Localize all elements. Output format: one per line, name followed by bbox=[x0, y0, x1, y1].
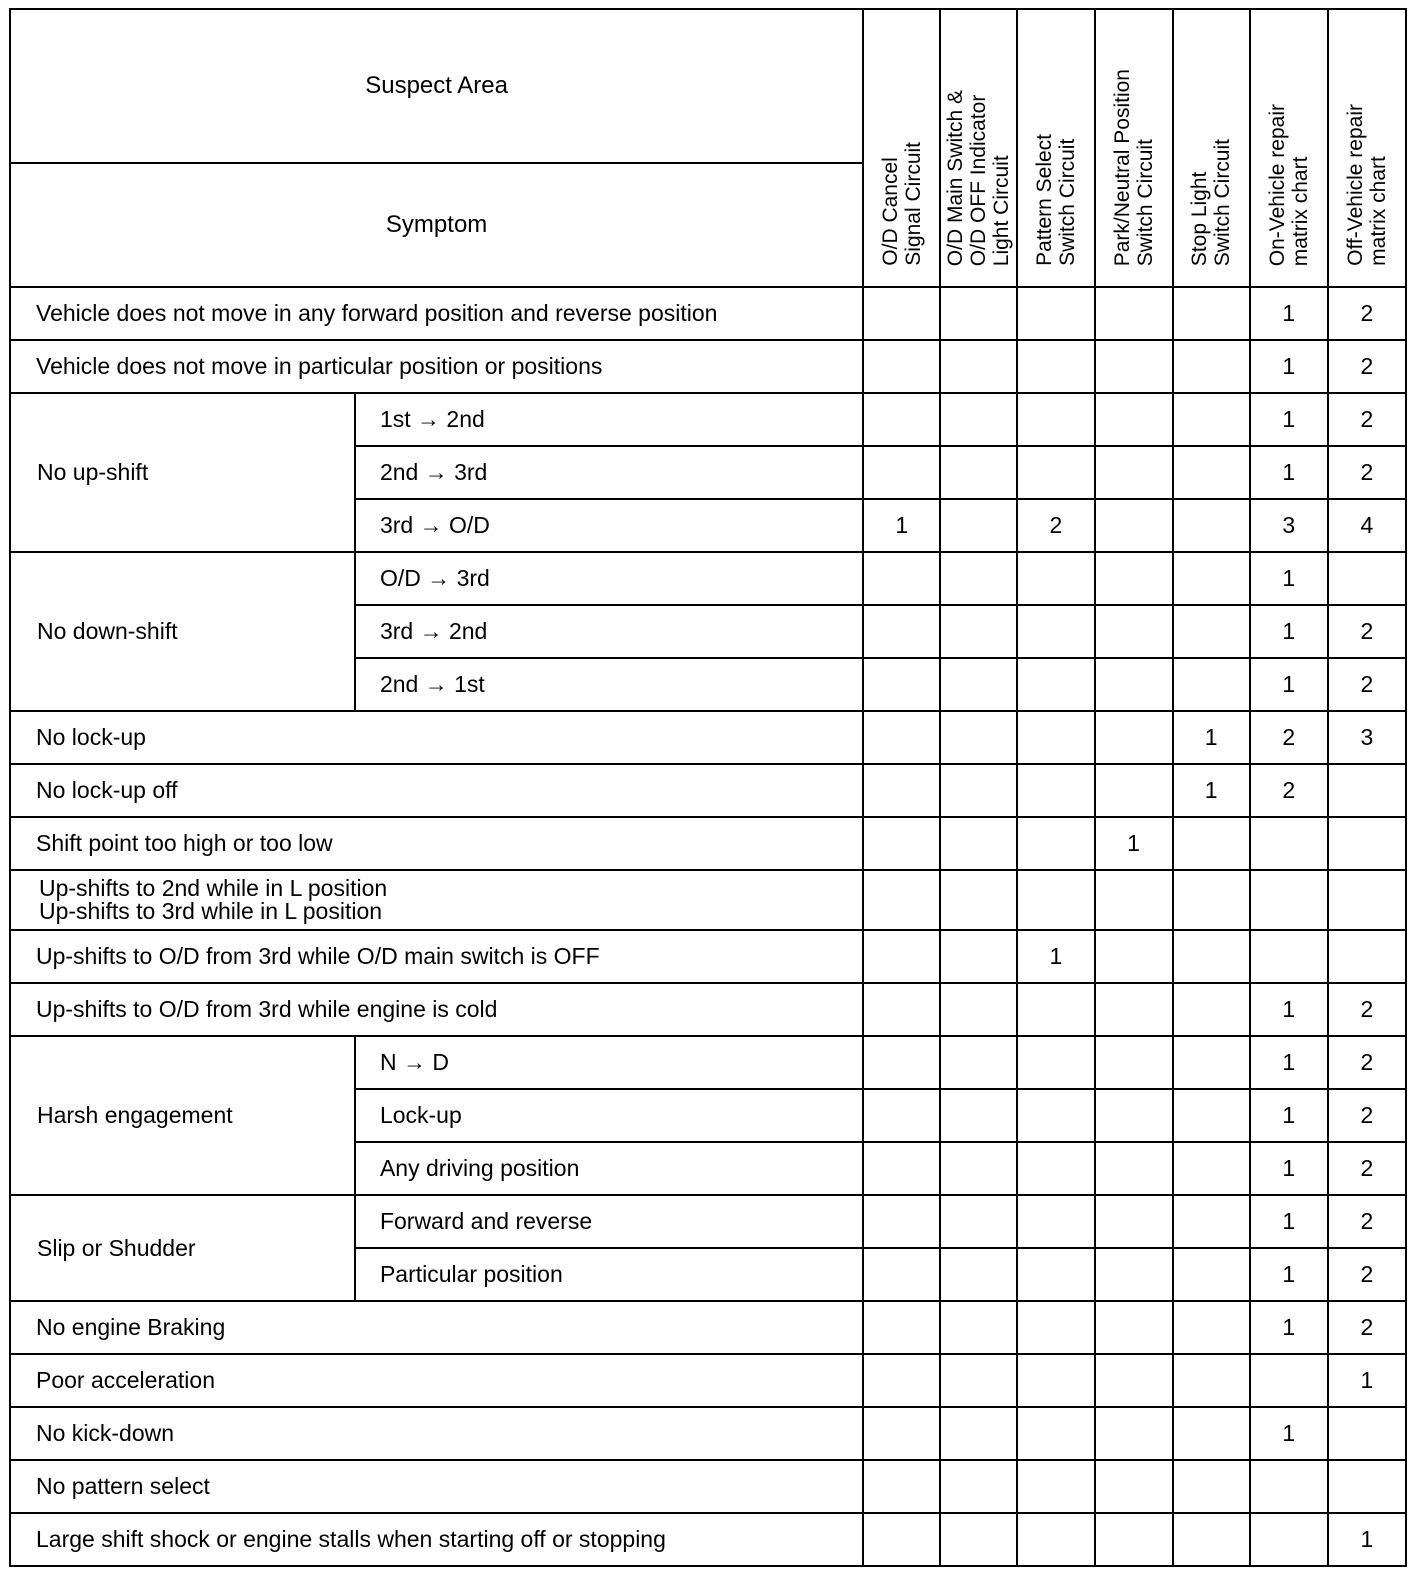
priority-cell: 1 bbox=[1250, 658, 1328, 711]
priority-cell: 2 bbox=[1328, 340, 1406, 393]
priority-cell bbox=[1173, 287, 1250, 340]
priority-cell bbox=[1095, 930, 1173, 983]
priority-cell: 1 bbox=[1250, 1089, 1328, 1142]
priority-cell bbox=[1173, 1036, 1250, 1089]
priority-cell bbox=[1017, 552, 1094, 605]
priority-cell: 2 bbox=[1250, 711, 1328, 764]
column-header-off-vehicle: Off-Vehicle repair matrix chart bbox=[1328, 9, 1406, 287]
priority-cell: 2 bbox=[1328, 1089, 1406, 1142]
symptom-label: Up-shifts to O/D from 3rd while engine is cold bbox=[10, 983, 863, 1036]
priority-cell bbox=[863, 983, 940, 1036]
priority-cell bbox=[1095, 1513, 1173, 1566]
symptom-sub-label: Lock-up bbox=[355, 1089, 863, 1142]
symptom-label: Up-shifts to 2nd while in L position Up-shifts to 3rd while in L position bbox=[10, 870, 863, 930]
priority-cell bbox=[1095, 1195, 1173, 1248]
priority-cell: 1 bbox=[1250, 552, 1328, 605]
priority-cell bbox=[940, 499, 1017, 552]
priority-cell bbox=[940, 1513, 1017, 1566]
priority-cell bbox=[1173, 1407, 1250, 1460]
priority-cell bbox=[1250, 1354, 1328, 1407]
priority-cell: 4 bbox=[1328, 499, 1406, 552]
priority-cell bbox=[863, 1354, 940, 1407]
column-header-stop-light: Stop Light Switch Circuit bbox=[1173, 9, 1250, 287]
priority-cell: 1 bbox=[1250, 1407, 1328, 1460]
priority-cell bbox=[863, 393, 940, 446]
priority-cell: 1 bbox=[1328, 1513, 1406, 1566]
table-row bbox=[10, 393, 1406, 446]
priority-cell bbox=[1173, 930, 1250, 983]
symptom-label: No lock-up bbox=[10, 711, 863, 764]
priority-cell bbox=[1328, 930, 1406, 983]
symptom-label: No engine Braking bbox=[10, 1301, 863, 1354]
priority-cell bbox=[1095, 393, 1173, 446]
priority-cell bbox=[1173, 340, 1250, 393]
priority-cell bbox=[1173, 1513, 1250, 1566]
matrix-body bbox=[10, 287, 1406, 1566]
table-row bbox=[10, 1354, 1406, 1407]
symptom-sub-label: Any driving position bbox=[355, 1142, 863, 1195]
priority-cell bbox=[1095, 552, 1173, 605]
table-row bbox=[10, 287, 1406, 340]
priority-cell bbox=[1250, 1513, 1328, 1566]
symptom-group-label: Slip or Shudder bbox=[10, 1195, 355, 1301]
priority-cell: 2 bbox=[1250, 764, 1328, 817]
priority-cell bbox=[1173, 817, 1250, 870]
table-row bbox=[10, 711, 1406, 764]
priority-cell: 1 bbox=[1250, 446, 1328, 499]
priority-cell bbox=[1095, 1354, 1173, 1407]
symptom-sub-label: O/D → 3rd bbox=[355, 552, 863, 605]
priority-cell bbox=[1328, 552, 1406, 605]
priority-cell bbox=[1095, 287, 1173, 340]
priority-cell bbox=[1017, 1142, 1094, 1195]
priority-cell: 1 bbox=[1250, 1248, 1328, 1301]
priority-cell: 2 bbox=[1328, 1248, 1406, 1301]
priority-cell bbox=[863, 1407, 940, 1460]
priority-cell bbox=[1095, 1036, 1173, 1089]
priority-cell: 2 bbox=[1328, 393, 1406, 446]
priority-cell bbox=[940, 983, 1017, 1036]
priority-cell: 1 bbox=[1250, 983, 1328, 1036]
symptom-label: No lock-up off bbox=[10, 764, 863, 817]
table-row bbox=[10, 1195, 1406, 1248]
symptom-label: Vehicle does not move in any forward position and reverse position bbox=[10, 287, 863, 340]
priority-cell bbox=[1017, 1089, 1094, 1142]
priority-cell bbox=[1173, 1089, 1250, 1142]
priority-cell bbox=[940, 764, 1017, 817]
priority-cell bbox=[1173, 393, 1250, 446]
symptom-matrix-table bbox=[9, 8, 1407, 1567]
priority-cell bbox=[1095, 764, 1173, 817]
symptom-label: No kick-down bbox=[10, 1407, 863, 1460]
priority-cell bbox=[1328, 817, 1406, 870]
priority-cell bbox=[940, 1142, 1017, 1195]
table-row bbox=[10, 817, 1406, 870]
symptom-group-label: No up-shift bbox=[10, 393, 355, 552]
priority-cell bbox=[1017, 983, 1094, 1036]
priority-cell: 1 bbox=[1250, 1195, 1328, 1248]
priority-cell bbox=[1017, 605, 1094, 658]
priority-cell bbox=[940, 870, 1017, 930]
priority-cell: 3 bbox=[1250, 499, 1328, 552]
priority-cell bbox=[863, 764, 940, 817]
priority-cell bbox=[940, 340, 1017, 393]
priority-cell: 2 bbox=[1328, 1036, 1406, 1089]
priority-cell bbox=[1095, 446, 1173, 499]
priority-cell bbox=[1173, 446, 1250, 499]
priority-cell bbox=[1095, 658, 1173, 711]
priority-cell: 1 bbox=[1017, 930, 1094, 983]
symptom-sub-label: 1st → 2nd bbox=[355, 393, 863, 446]
priority-cell bbox=[1017, 870, 1094, 930]
priority-cell bbox=[863, 1460, 940, 1513]
priority-cell bbox=[940, 393, 1017, 446]
priority-cell: 1 bbox=[1250, 1142, 1328, 1195]
priority-cell: 2 bbox=[1328, 287, 1406, 340]
column-header-od-main-switch: O/D Main Switch & O/D OFF Indicator Light Circuit bbox=[940, 9, 1017, 287]
priority-cell bbox=[1017, 1195, 1094, 1248]
priority-cell bbox=[1017, 1354, 1094, 1407]
priority-cell bbox=[1017, 658, 1094, 711]
suspect-area-heading: Suspect Area bbox=[10, 9, 863, 163]
priority-cell bbox=[1017, 340, 1094, 393]
priority-cell bbox=[863, 1036, 940, 1089]
column-header-pattern-select: Pattern Select Switch Circuit bbox=[1017, 9, 1094, 287]
priority-cell bbox=[1250, 930, 1328, 983]
priority-cell bbox=[1173, 1142, 1250, 1195]
priority-cell bbox=[1095, 1407, 1173, 1460]
priority-cell bbox=[1095, 605, 1173, 658]
priority-cell bbox=[863, 552, 940, 605]
symptom-label: Large shift shock or engine stalls when starting off or stopping bbox=[10, 1513, 863, 1566]
priority-cell bbox=[1173, 499, 1250, 552]
priority-cell bbox=[1017, 393, 1094, 446]
priority-cell bbox=[1095, 1460, 1173, 1513]
priority-cell: 1 bbox=[1095, 817, 1173, 870]
symptom-sub-label: 2nd → 1st bbox=[355, 658, 863, 711]
priority-cell: 2 bbox=[1328, 446, 1406, 499]
priority-cell: 2 bbox=[1328, 1142, 1406, 1195]
priority-cell bbox=[1095, 1142, 1173, 1195]
priority-cell bbox=[863, 870, 940, 930]
priority-cell bbox=[940, 711, 1017, 764]
priority-cell: 1 bbox=[863, 499, 940, 552]
priority-cell: 1 bbox=[1173, 764, 1250, 817]
column-header-on-vehicle: On-Vehicle repair matrix chart bbox=[1250, 9, 1328, 287]
priority-cell bbox=[1328, 764, 1406, 817]
priority-cell bbox=[940, 658, 1017, 711]
priority-cell bbox=[1017, 1036, 1094, 1089]
priority-cell bbox=[863, 446, 940, 499]
priority-cell bbox=[1017, 446, 1094, 499]
table-row bbox=[10, 1407, 1406, 1460]
priority-cell bbox=[940, 1460, 1017, 1513]
priority-cell bbox=[863, 817, 940, 870]
priority-cell bbox=[1017, 1460, 1094, 1513]
priority-cell bbox=[863, 605, 940, 658]
priority-cell bbox=[940, 446, 1017, 499]
priority-cell bbox=[863, 1089, 940, 1142]
priority-cell bbox=[940, 1248, 1017, 1301]
symptom-sub-label: 3rd → 2nd bbox=[355, 605, 863, 658]
table-row bbox=[10, 1513, 1406, 1566]
priority-cell bbox=[1173, 605, 1250, 658]
symptom-label: Vehicle does not move in particular position or positions bbox=[10, 340, 863, 393]
priority-cell bbox=[940, 1407, 1017, 1460]
table-row bbox=[10, 1301, 1406, 1354]
symptom-sub-label: 3rd → O/D bbox=[355, 499, 863, 552]
priority-cell bbox=[1095, 870, 1173, 930]
priority-cell: 2 bbox=[1328, 658, 1406, 711]
symptom-group-label: Harsh engagement bbox=[10, 1036, 355, 1195]
table-row bbox=[10, 930, 1406, 983]
priority-cell bbox=[1173, 1460, 1250, 1513]
priority-cell bbox=[940, 1195, 1017, 1248]
priority-cell: 1 bbox=[1173, 711, 1250, 764]
priority-cell bbox=[940, 1301, 1017, 1354]
priority-cell: 1 bbox=[1250, 605, 1328, 658]
priority-cell bbox=[1173, 870, 1250, 930]
priority-cell bbox=[940, 817, 1017, 870]
priority-cell bbox=[940, 552, 1017, 605]
priority-cell bbox=[940, 287, 1017, 340]
priority-cell bbox=[1173, 658, 1250, 711]
table-row bbox=[10, 340, 1406, 393]
priority-cell bbox=[1095, 983, 1173, 1036]
symptom-label: Up-shifts to O/D from 3rd while O/D main switch is OFF bbox=[10, 930, 863, 983]
priority-cell bbox=[1250, 870, 1328, 930]
priority-cell: 2 bbox=[1328, 605, 1406, 658]
priority-cell bbox=[1095, 499, 1173, 552]
priority-cell bbox=[1095, 711, 1173, 764]
priority-cell bbox=[1328, 870, 1406, 930]
priority-cell: 2 bbox=[1328, 983, 1406, 1036]
symptom-sub-label: Particular position bbox=[355, 1248, 863, 1301]
priority-cell: 2 bbox=[1328, 1195, 1406, 1248]
symptom-sub-label: 2nd → 3rd bbox=[355, 446, 863, 499]
priority-cell bbox=[1173, 1354, 1250, 1407]
priority-cell bbox=[863, 1195, 940, 1248]
priority-cell bbox=[1017, 287, 1094, 340]
priority-cell bbox=[1017, 711, 1094, 764]
priority-cell bbox=[1095, 1301, 1173, 1354]
priority-cell bbox=[863, 711, 940, 764]
priority-cell: 2 bbox=[1017, 499, 1094, 552]
symptom-group-label: No down-shift bbox=[10, 552, 355, 711]
table-row bbox=[10, 764, 1406, 817]
priority-cell: 1 bbox=[1250, 1301, 1328, 1354]
priority-cell bbox=[863, 1513, 940, 1566]
symptom-heading: Symptom bbox=[10, 163, 863, 287]
priority-cell bbox=[863, 1142, 940, 1195]
column-header-od-cancel: O/D Cancel Signal Circuit bbox=[863, 9, 940, 287]
priority-cell bbox=[1328, 1407, 1406, 1460]
priority-cell bbox=[940, 1036, 1017, 1089]
priority-cell bbox=[1017, 1248, 1094, 1301]
symptom-sub-label: N → D bbox=[355, 1036, 863, 1089]
symptom-sub-label: Forward and reverse bbox=[355, 1195, 863, 1248]
priority-cell bbox=[863, 340, 940, 393]
priority-cell: 1 bbox=[1250, 393, 1328, 446]
table-row bbox=[10, 870, 1406, 930]
table-row bbox=[10, 1460, 1406, 1513]
priority-cell bbox=[1017, 1407, 1094, 1460]
symptom-label: Shift point too high or too low bbox=[10, 817, 863, 870]
priority-cell: 1 bbox=[1250, 1036, 1328, 1089]
priority-cell bbox=[940, 1354, 1017, 1407]
priority-cell bbox=[1173, 1248, 1250, 1301]
priority-cell: 2 bbox=[1328, 1301, 1406, 1354]
priority-cell bbox=[1017, 1301, 1094, 1354]
priority-cell: 1 bbox=[1250, 287, 1328, 340]
priority-cell: 3 bbox=[1328, 711, 1406, 764]
priority-cell bbox=[1250, 817, 1328, 870]
table-row bbox=[10, 1036, 1406, 1089]
priority-cell bbox=[863, 930, 940, 983]
priority-cell: 1 bbox=[1250, 340, 1328, 393]
priority-cell bbox=[940, 605, 1017, 658]
symptom-label: No pattern select bbox=[10, 1460, 863, 1513]
priority-cell bbox=[1017, 764, 1094, 817]
priority-cell bbox=[1095, 340, 1173, 393]
priority-cell bbox=[863, 658, 940, 711]
priority-cell bbox=[1250, 1460, 1328, 1513]
priority-cell bbox=[1328, 1460, 1406, 1513]
priority-cell bbox=[1017, 817, 1094, 870]
priority-cell bbox=[940, 1089, 1017, 1142]
priority-cell bbox=[863, 1301, 940, 1354]
symptom-label: Poor acceleration bbox=[10, 1354, 863, 1407]
priority-cell bbox=[1173, 983, 1250, 1036]
priority-cell bbox=[1173, 1195, 1250, 1248]
priority-cell: 1 bbox=[1328, 1354, 1406, 1407]
table-row bbox=[10, 552, 1406, 605]
priority-cell bbox=[1095, 1089, 1173, 1142]
priority-cell bbox=[863, 287, 940, 340]
priority-cell bbox=[1095, 1248, 1173, 1301]
priority-cell bbox=[1017, 1513, 1094, 1566]
priority-cell bbox=[1173, 1301, 1250, 1354]
table-row bbox=[10, 983, 1406, 1036]
column-header-park-neutral: Park/Neutral Position Switch Circuit bbox=[1095, 9, 1173, 287]
priority-cell bbox=[1173, 552, 1250, 605]
priority-cell bbox=[940, 930, 1017, 983]
priority-cell bbox=[863, 1248, 940, 1301]
